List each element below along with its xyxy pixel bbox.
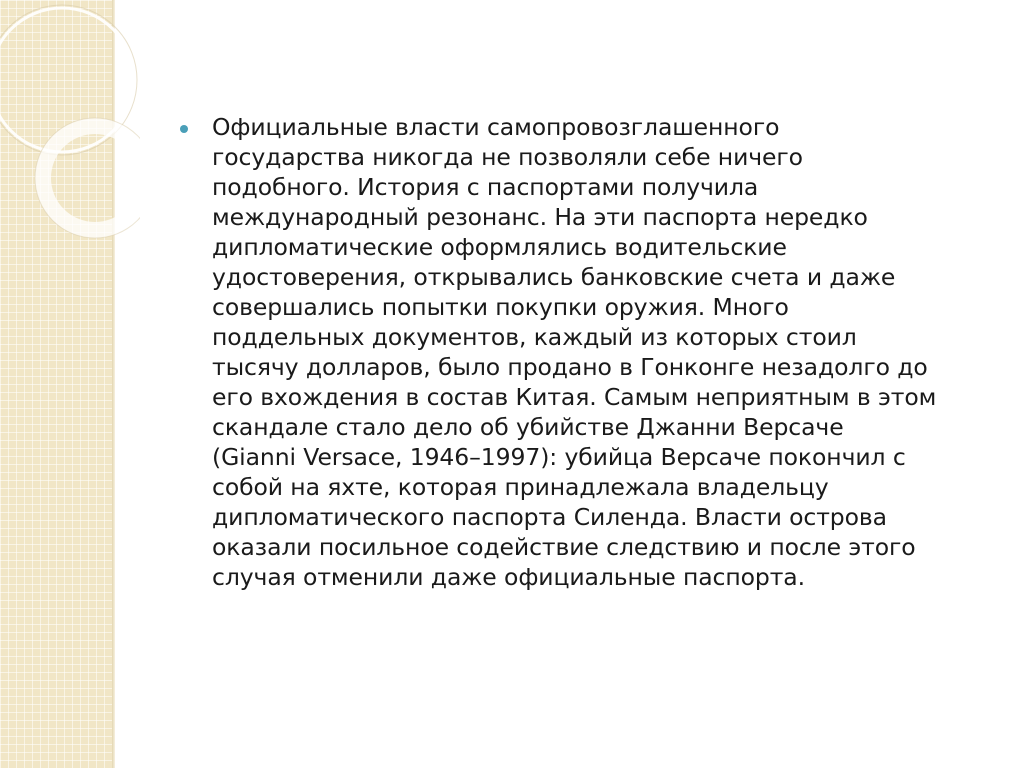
bullet-icon bbox=[180, 125, 188, 133]
bullet-text: Официальные власти самопровозглашенного государства никогда не позволяли себе ничего подобного. История с паспортами получила международный резонанс. На эти паспорта нередко дипломатические оформлялись водительские удостоверения, открывались банковские счета и даже совершались попытки покупки оружия. Много поддельных документов, каждый из которых стоил тысячу долларов, было продано в Гонконге незадолго до его вхождения в состав Китая. Самым неприятным в этом скандале стало дело об убийстве Джанни Версаче (Gianni Versace, 1946–1997): убийца Версаче покончил с собой на яхте, которая принадлежала владельцу дипломатического паспорта Силенда. Власти острова оказали посильное содействие следствию и после этого случая отменили даже официальные паспорта. bbox=[212, 113, 937, 591]
bullet-item bbox=[180, 112, 992, 592]
small-ring bbox=[43, 126, 140, 230]
decorative-rings-graphic bbox=[0, 0, 140, 260]
slide-content bbox=[180, 112, 992, 592]
